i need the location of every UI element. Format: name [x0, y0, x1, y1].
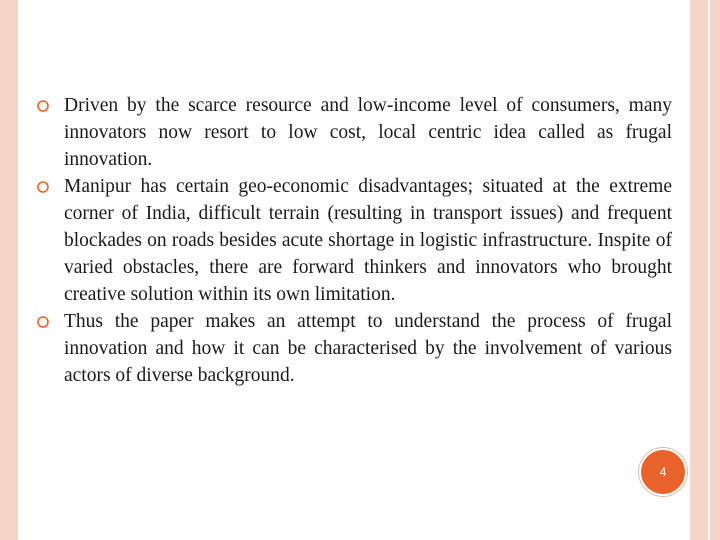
- bullet-item: [36, 92, 672, 173]
- hollow-circle-bullet-icon: [36, 173, 64, 200]
- bullet-item: [36, 308, 672, 389]
- slide-content: [36, 92, 672, 389]
- left-decorative-border: [0, 0, 18, 540]
- right-border-line: [708, 0, 710, 540]
- bullet-text: Thus the paper makes an attempt to understand the process of frugal innovation and how it can be characterised by the involvement of various actors of diverse background.: [64, 311, 672, 386]
- hollow-circle-bullet-icon: [36, 308, 64, 335]
- bullet-item: [36, 173, 672, 308]
- right-decorative-border: [690, 0, 720, 540]
- bullet-text: Manipur has certain geo-economic disadvantages; situated at the extreme corner of India, difficult terrain (resulting in transport issues) and frequent blockades on roads besides acute shortage in logistic infrastructure. Inspite of varied obstacles, there are forward thinkers and innovators who brought creative solution within its own limitation.: [64, 176, 672, 305]
- hollow-circle-bullet-icon: [36, 92, 64, 119]
- bullet-text: Driven by the scarce resource and low-income level of consumers, many innovators now resort to low cost, local centric idea called as frugal innovation.: [64, 95, 672, 170]
- page-number-badge: 4: [639, 448, 687, 496]
